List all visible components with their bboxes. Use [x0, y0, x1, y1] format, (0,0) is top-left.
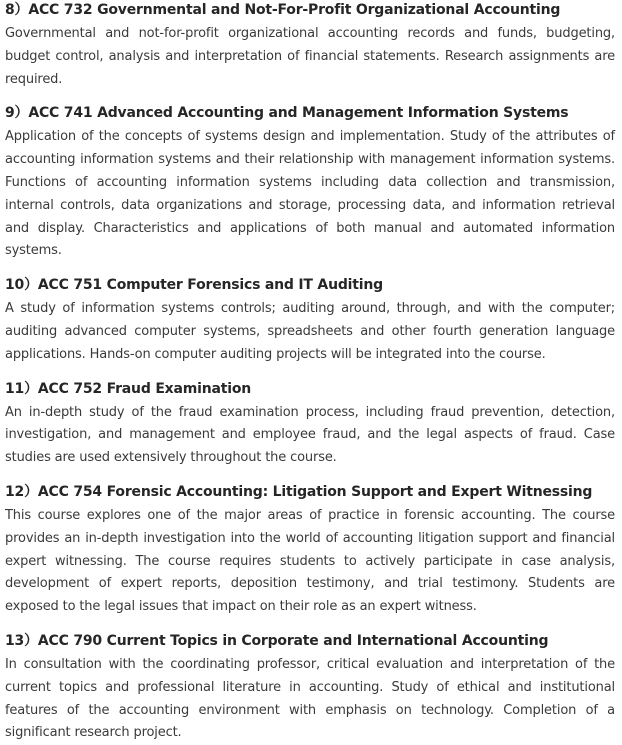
- course-title: 11）ACC 752 Fraud Examination: [5, 380, 252, 397]
- course-title: 8）ACC 732 Governmental and Not-For-Profit Organizational Accounting: [5, 2, 561, 18]
- course-title: 12）ACC 754 Forensic Accounting: Litigation Support and Expert Witnessing: [5, 483, 593, 500]
- course-item: [5, 631, 615, 745]
- course-description: An in-depth study of the fraud examination process, including fraud prevention, detection, investigation, and management and employee fraud, and the legal aspects of fraud. Case studies are used extensively throughout the course.: [5, 404, 615, 466]
- course-item: [5, 0, 615, 91]
- course-description: Application of the concepts of systems design and implementation. Study of the attributes of accounting information systems and their relationship with management information systems. Functions of accounting information systems including data collection and transmission, internal controls, data organizations and storage, processing data, and information retrieval and display. Characteristics and applications of both manual and automated information systems.: [5, 129, 615, 259]
- course-description: Governmental and not-for-profit organizational accounting records and funds, budgeting, budget control, analysis and interpretation of financial statements. Research assignments are required.: [5, 26, 615, 87]
- course-item: [5, 379, 615, 470]
- course-description: A study of information systems controls; auditing around, through, and with the computer; auditing advanced computer systems, spreadsheets and other fourth generation language applications. Hands-on computer auditing projects will be integrated into the course.: [5, 301, 615, 362]
- course-description: This course explores one of the major areas of practice in forensic accounting. The course provides an in-depth investigation into the world of accounting litigation support and financial expert witnessing. The course requires students to actively participate in case analysis, development of expert reports, deposition testimony, and trial testimony. Students are exposed to the legal issues that impact on their role as an expert witness.: [5, 507, 615, 615]
- course-list: [5, 0, 615, 745]
- course-description: In consultation with the coordinating professor, critical evaluation and interpretation of the current topics and professional literature in accounting. Study of ethical and institutional features of the accounting environment with emphasis on technology. Completion of a significant research project.: [5, 656, 615, 741]
- course-item: [5, 482, 615, 619]
- course-title: 13）ACC 790 Current Topics in Corporate and International Accounting: [5, 632, 549, 649]
- course-title: 10）ACC 751 Computer Forensics and IT Auditing: [5, 277, 383, 294]
- course-item: [5, 275, 615, 366]
- course-item: [5, 103, 615, 263]
- course-title: 9）ACC 741 Advanced Accounting and Management Information Systems: [5, 105, 569, 122]
